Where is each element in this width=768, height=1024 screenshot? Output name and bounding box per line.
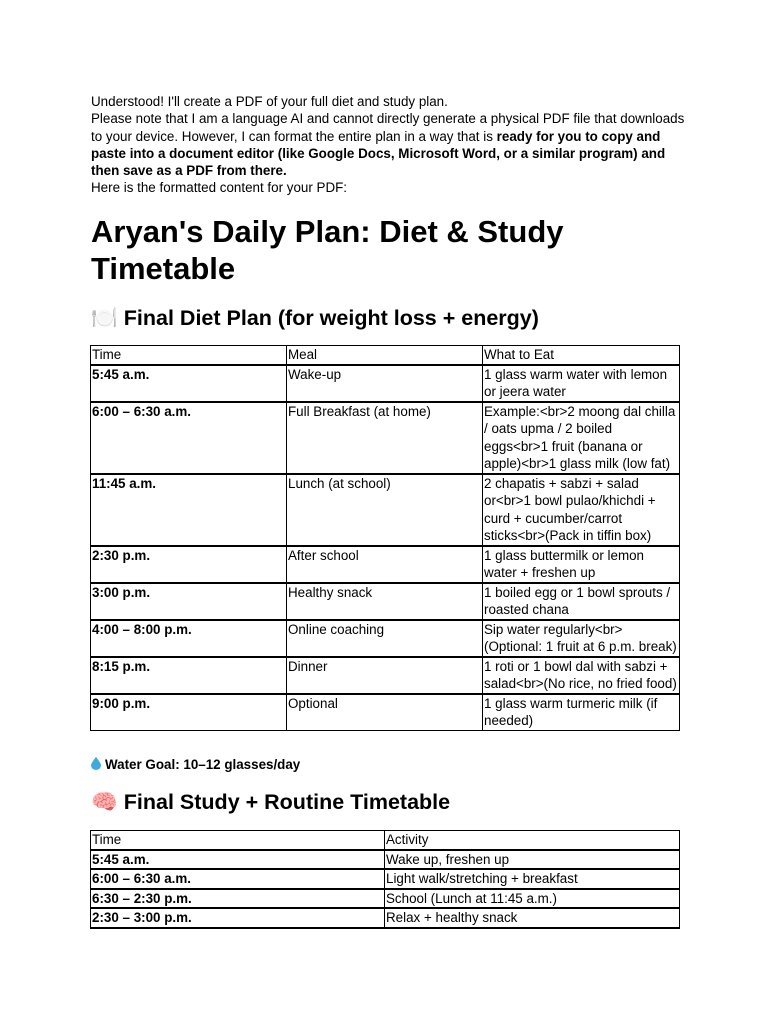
table-row	[91, 474, 680, 546]
table-row	[91, 365, 680, 402]
diet-food-cell: 1 roti or 1 bowl dal with sabzi + salad<br>(No rice, no fried food)	[483, 657, 680, 694]
study-time-cell: 5:45 a.m.	[91, 850, 385, 870]
diet-food-cell: 1 glass warm turmeric milk (if needed)	[483, 694, 680, 731]
diet-meal-cell: After school	[287, 546, 483, 583]
study-activity-cell: School (Lunch at 11:45 a.m.)	[385, 889, 680, 909]
diet-meal-cell: Optional	[287, 694, 483, 731]
water-drop-icon	[91, 757, 101, 772]
study-time-cell: 6:00 – 6:30 a.m.	[91, 869, 385, 889]
study-activity-cell: Relax + healthy snack	[385, 908, 680, 928]
table-row	[91, 869, 680, 889]
study-header-time: Time	[91, 831, 385, 850]
study-table	[90, 830, 680, 929]
diet-heading	[91, 305, 539, 331]
table-row	[91, 583, 680, 620]
diet-food-cell: Sip water regularly<br>(Optional: 1 fruit at 6 p.m. break)	[483, 620, 680, 657]
diet-meal-cell: Wake-up	[287, 365, 483, 402]
table-row	[91, 694, 680, 731]
diet-food-cell: 1 glass buttermilk or lemon water + freshen up	[483, 546, 680, 583]
diet-food-cell: 1 glass warm water with lemon or jeera water	[483, 365, 680, 402]
diet-food-cell: 1 boiled egg or 1 bowl sprouts / roasted chana	[483, 583, 680, 620]
diet-meal-cell: Online coaching	[287, 620, 483, 657]
plate-icon: 🍽️	[91, 306, 118, 330]
study-activity-cell: Wake up, freshen up	[385, 850, 680, 870]
diet-food-cell: Example:<br>2 moong dal chilla / oats upma / 2 boiled eggs<br>1 fruit (banana or apple)<br>1 glass milk (low fat)	[483, 402, 680, 474]
diet-time-cell: 5:45 a.m.	[91, 365, 287, 402]
intro-line-3: Here is the formatted content for your PDF:	[91, 180, 348, 196]
intro-line-2-text: Please note that I am a language AI and cannot directly generate a physical PDF file that downloads to your device. However, I can format the entire plan in a way that is	[91, 111, 685, 144]
diet-meal-cell: Dinner	[287, 657, 483, 694]
diet-food-cell: 2 chapatis + sabzi + salad or<br>1 bowl pulao/khichdi + curd + cucumber/carrot sticks<br>(Pack in tiffin box)	[483, 474, 680, 546]
intro-line-1: Understood! I'll create a PDF of your full diet and study plan.	[91, 94, 448, 109]
diet-table	[90, 345, 680, 731]
table-row	[91, 850, 680, 870]
brain-icon: 🧠	[91, 790, 118, 814]
intro-line-2-bold: ready for you to copy and paste into a document editor (like Google Docs, Microsoft Word, or a similar program) and then save as a PDF from there.	[91, 128, 666, 179]
study-header-activity: Activity	[385, 831, 680, 850]
intro-text	[91, 93, 691, 197]
table-row	[91, 889, 680, 909]
water-goal	[91, 756, 300, 773]
diet-header-meal: Meal	[287, 346, 483, 365]
study-activity-cell: Light walk/stretching + breakfast	[385, 869, 680, 889]
diet-header-row	[91, 346, 680, 365]
diet-meal-cell: Lunch (at school)	[287, 474, 483, 546]
diet-time-cell: 2:30 p.m.	[91, 546, 287, 583]
diet-time-cell: 4:00 – 8:00 p.m.	[91, 620, 287, 657]
diet-meal-cell: Healthy snack	[287, 583, 483, 620]
table-row	[91, 402, 680, 474]
table-row	[91, 546, 680, 583]
diet-time-cell: 3:00 p.m.	[91, 583, 287, 620]
diet-time-cell: 8:15 p.m.	[91, 657, 287, 694]
page-title: Aryan's Daily Plan: Diet & Study Timetable	[91, 214, 564, 286]
diet-heading-text: Final Diet Plan (for weight loss + energy)	[123, 306, 539, 330]
study-heading	[91, 789, 450, 815]
table-row	[91, 908, 680, 928]
diet-time-cell: 11:45 a.m.	[91, 474, 287, 546]
study-header-row	[91, 831, 680, 850]
table-row	[91, 620, 680, 657]
water-goal-text: Water Goal: 10–12 glasses/day	[105, 757, 301, 772]
diet-time-cell: 6:00 – 6:30 a.m.	[91, 402, 287, 474]
study-time-cell: 6:30 – 2:30 p.m.	[91, 889, 385, 909]
diet-header-time: Time	[91, 346, 287, 365]
study-heading-text: Final Study + Routine Timetable	[123, 790, 451, 814]
study-time-cell: 2:30 – 3:00 p.m.	[91, 908, 385, 928]
diet-meal-cell: Full Breakfast (at home)	[287, 402, 483, 474]
diet-time-cell: 9:00 p.m.	[91, 694, 287, 731]
table-row	[91, 657, 680, 694]
diet-header-food: What to Eat	[483, 346, 680, 365]
intro-line-2	[91, 110, 691, 179]
